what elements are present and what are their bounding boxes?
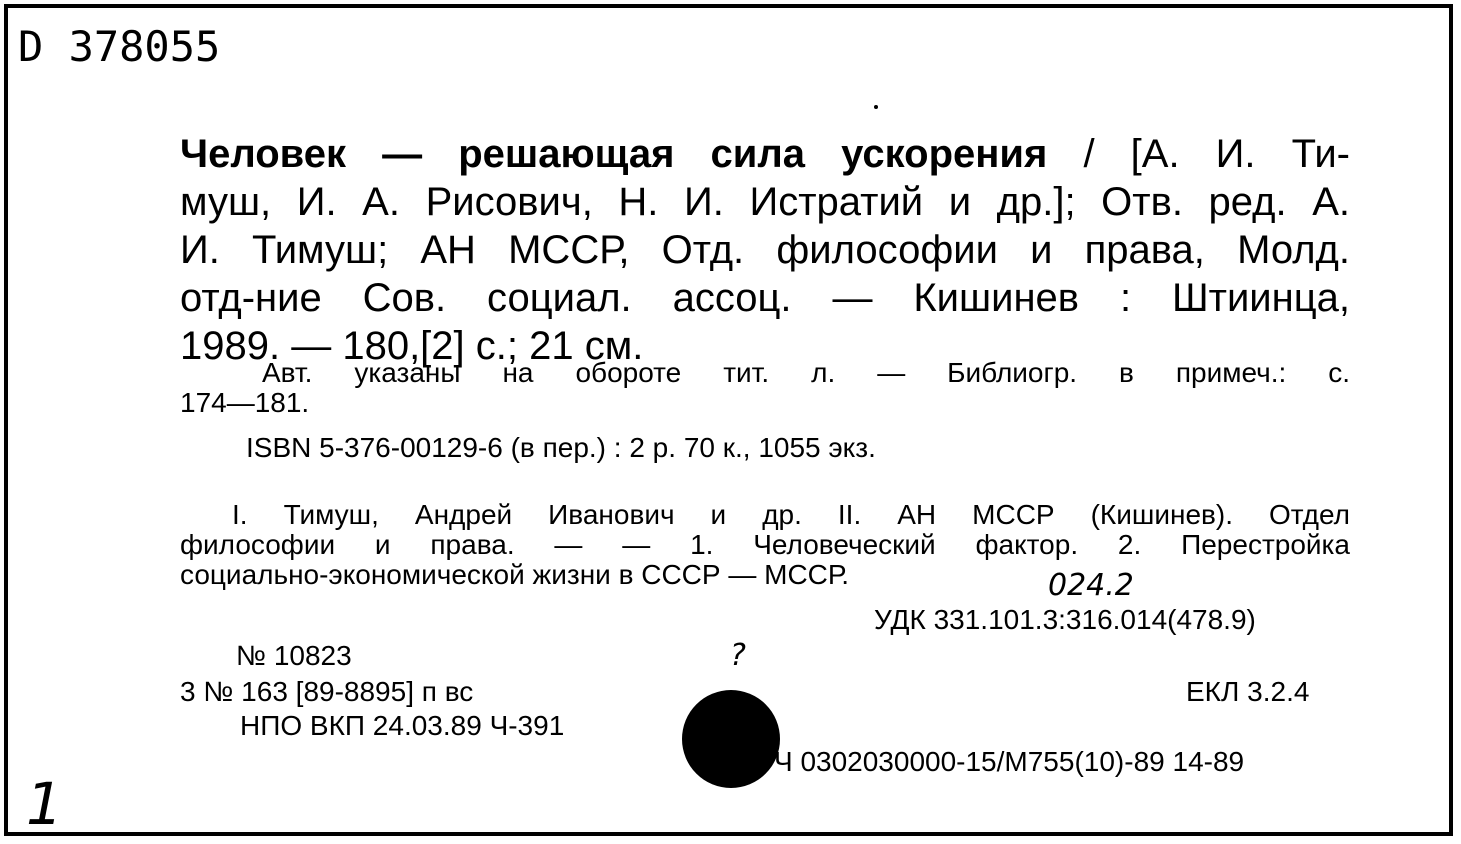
- ekl-line: ЕКЛ 3.2.4: [1186, 676, 1310, 707]
- book-title: Человек — решающая сила ускорения: [180, 132, 1048, 176]
- bottom-code-line: Ч 0302030000-15/М755(10)-89 14-89: [774, 746, 1245, 777]
- isbn-line: ISBN 5-376-00129-6 (в пер.) : 2 р. 70 к., 1055 экз.: [246, 432, 876, 463]
- note-line-2: 174—181.: [180, 387, 310, 418]
- number-line-1: № 10823: [236, 640, 352, 671]
- handwritten-udk-note: 024.2: [1048, 568, 1134, 603]
- handwritten-question-mark: ?: [730, 638, 746, 673]
- handwritten-number: 1: [26, 770, 63, 838]
- subject-line-2: философии и права. — — 1. Человеческий фактор. 2. Перестройка: [180, 529, 1350, 560]
- dot-mark: [874, 105, 878, 109]
- subject-line-1: I. Тимуш, Андрей Иванович и др. II. АН МССР (Кишинев). Отдел: [232, 499, 1350, 530]
- entry-line-4: отд-ние Сов. социал. ассоц. — Кишинев : Штиинца,: [180, 276, 1350, 320]
- udk-line: УДК 331.101.3:316.014(478.9): [874, 604, 1256, 635]
- authors-start: / [А. И. Ти-: [1047, 132, 1350, 176]
- card-code: D 378055: [18, 22, 221, 71]
- entry-line-5: 1989. — 180,[2] с.; 21 см.: [180, 324, 644, 368]
- punch-hole: [682, 690, 780, 788]
- npo-line: НПО ВКП 24.03.89 Ч-391: [240, 710, 565, 741]
- entry-line-2: муш, И. А. Рисович, Н. И. Истратий и др.]; Отв. ред. А.: [180, 180, 1350, 224]
- entry-line-1: [180, 130, 1350, 178]
- note-line-1: Авт. указаны на обороте тит. л. — Библиогр. в примеч.: с.: [262, 357, 1350, 388]
- catalog-card: [4, 4, 1453, 836]
- entry-line-3: И. Тимуш; АН МССР, Отд. философии и права, Молд.: [180, 228, 1350, 272]
- subjects-block: [180, 500, 1350, 590]
- notes-block: [180, 358, 1350, 418]
- main-entry: [180, 130, 1350, 370]
- number-line-2: 3 № 163 [89-8895] п вс: [180, 676, 474, 707]
- subject-line-3: социально-экономической жизни в СССР — МССР.: [180, 559, 850, 590]
